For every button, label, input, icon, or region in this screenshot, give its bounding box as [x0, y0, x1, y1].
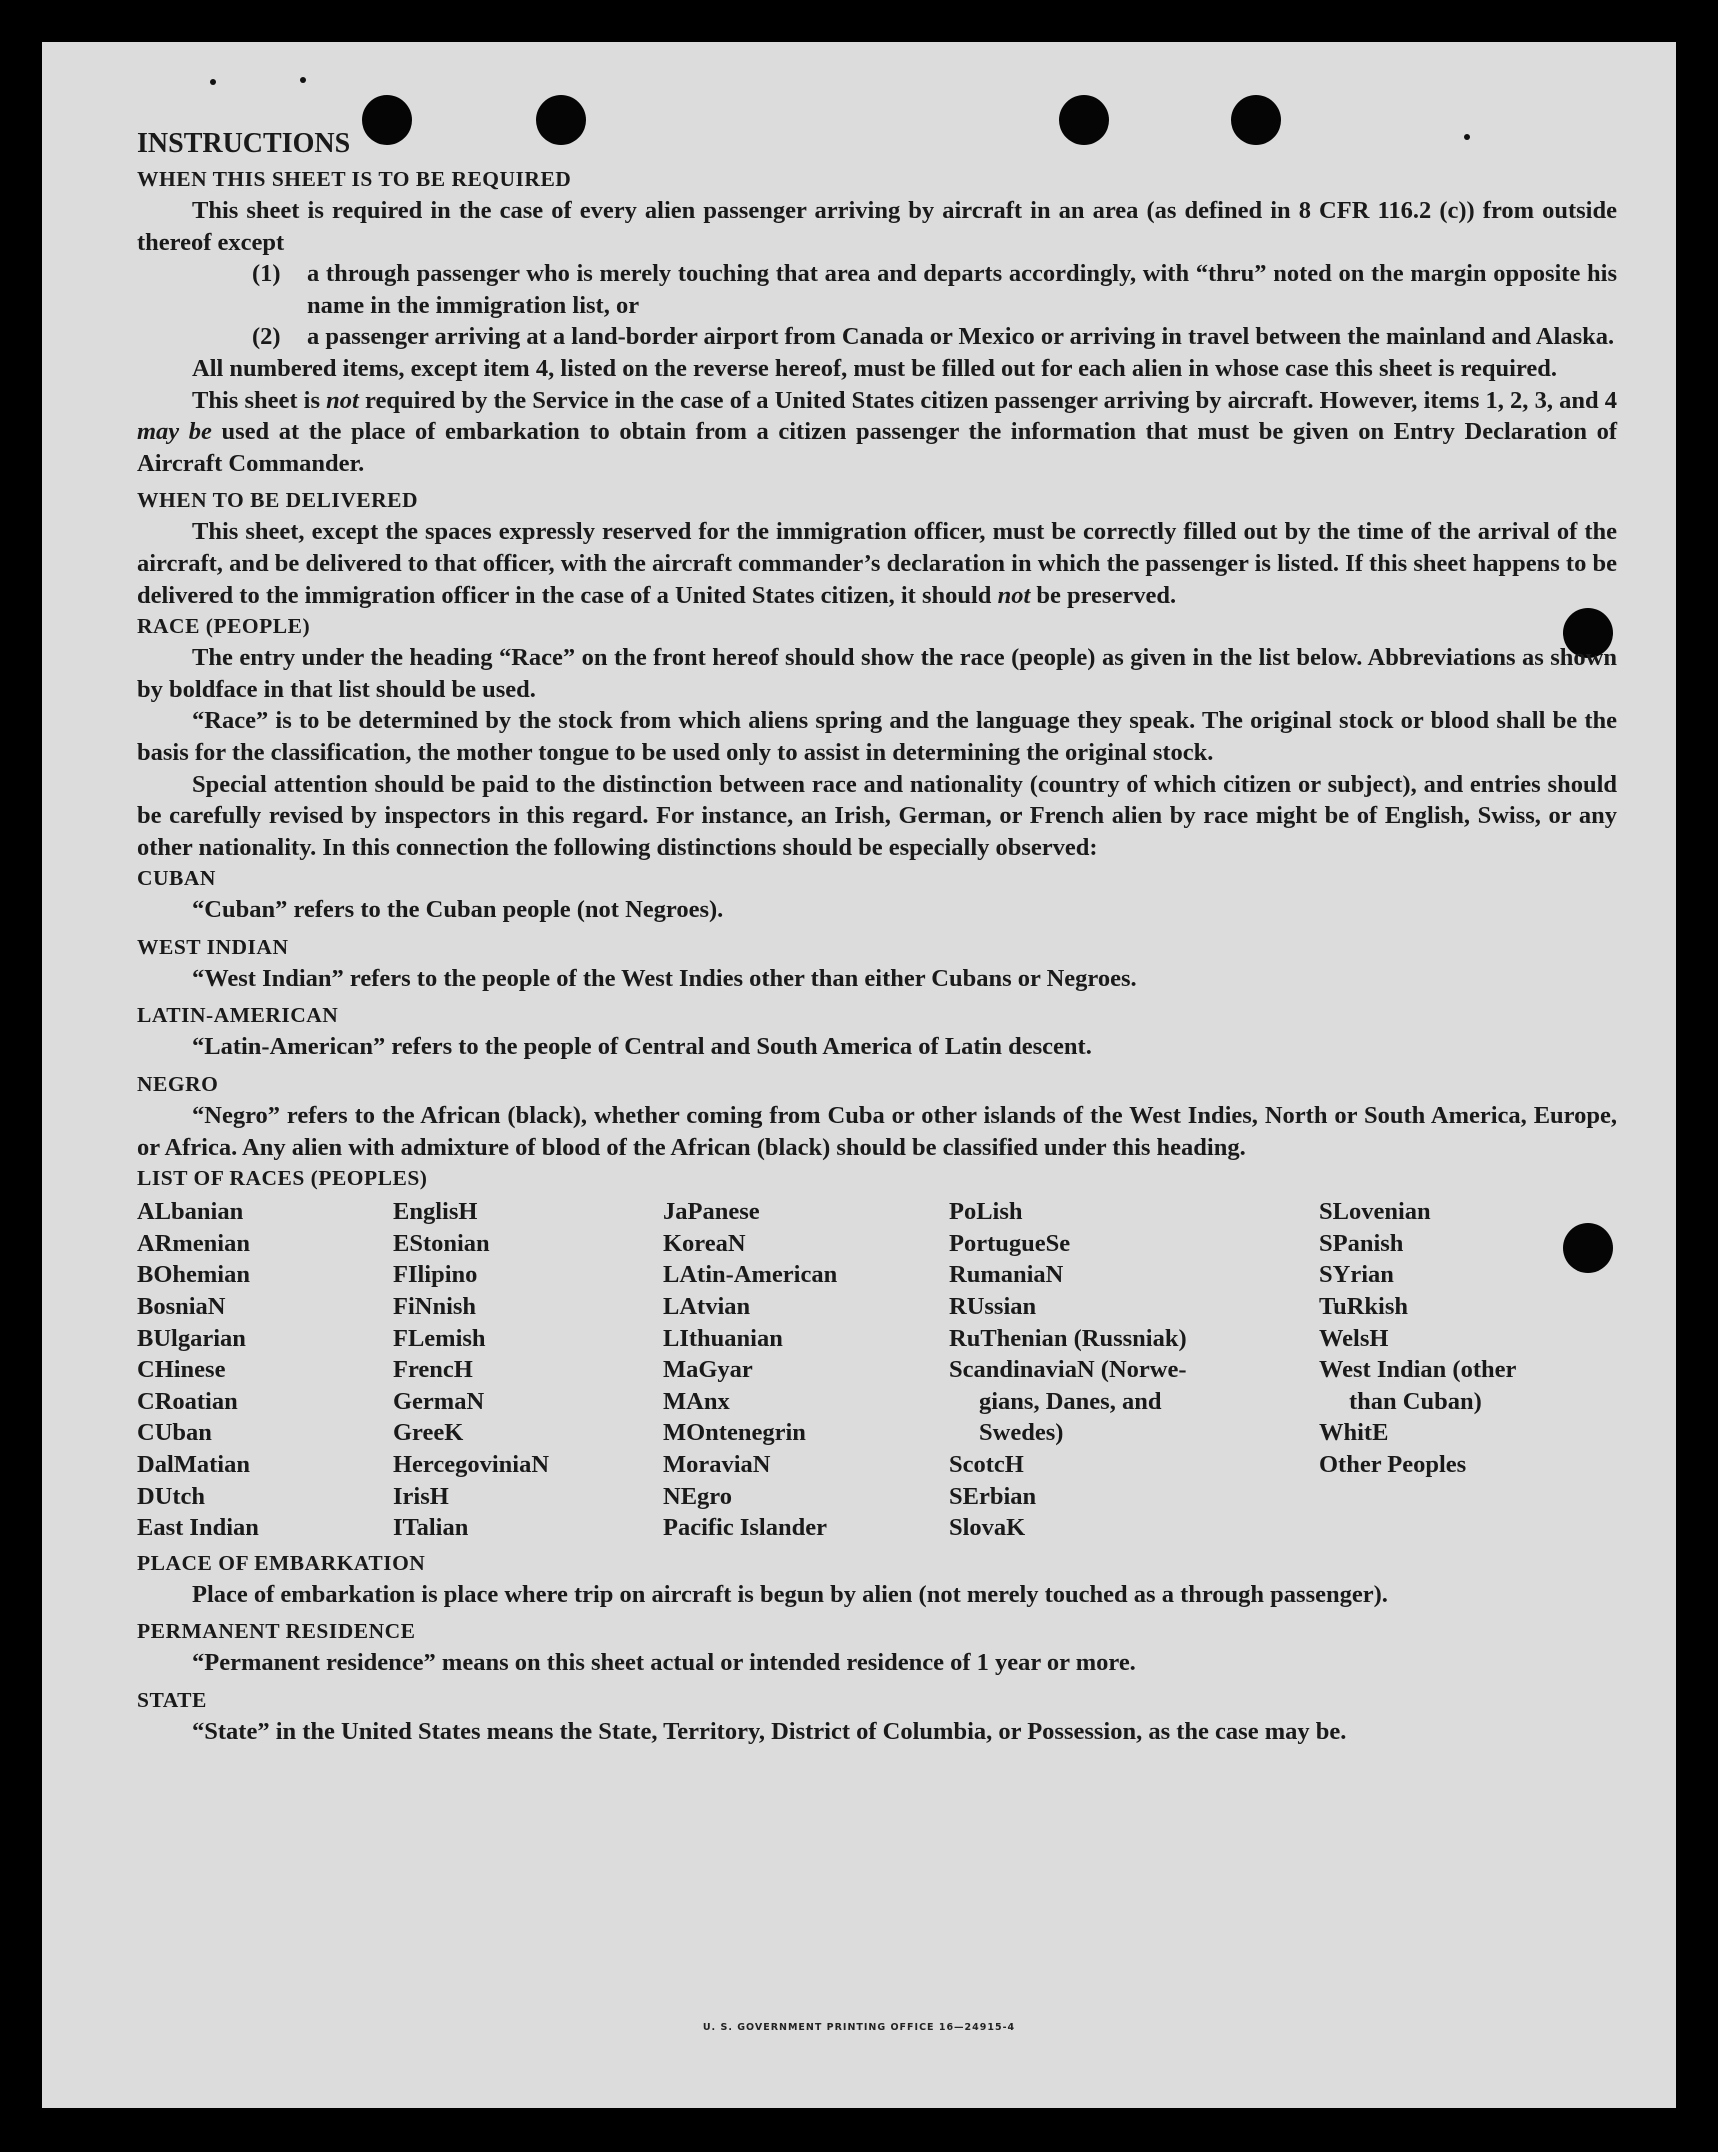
list-item	[252, 258, 1617, 321]
race-entry: EnglisH	[393, 1198, 478, 1226]
text-run: required by the Service in the case of a United States citizen passenger arriving by aircraft. However, items 1, 2, 3, and 4	[358, 386, 1617, 414]
text-run: This sheet, except the spaces expressly reserved for the immigration officer, must be correctly filled out by the time of the arrival of the aircraft, and be delivered to that officer, with the aircraft commander’s declaration in which the passenger is listed. If this sheet happens to be delivered to the immigration officer in the case of a United States citizen, it should	[137, 518, 1617, 609]
paragraph: Place of embarkation is place where trip on aircraft is begun by alien (not merely touched as a through passenger).	[192, 1580, 1388, 1608]
text-run: in that list should be used.	[257, 675, 536, 703]
paragraph	[137, 642, 1617, 705]
heading-when-delivered: WHEN TO BE DELIVERED	[137, 488, 419, 513]
paragraph: “Negro” refers to the African (black), whether coming from Cuba or other islands of the West Indies, North or South America, Europe, or Africa. Any alien with admixture of blood of the African (black) should be classified under this heading.	[137, 1102, 1617, 1161]
printer-imprint: U. S. GOVERNMENT PRINTING OFFICE 16—24915-4	[702, 2022, 1016, 2033]
bold-text: boldface	[169, 675, 258, 703]
list-number: (1)	[252, 260, 281, 288]
heading-negro: NEGRO	[137, 1072, 219, 1097]
race-entry: RumaniaN	[949, 1261, 1064, 1289]
text-run: used at the place of embarkation to obtain from a citizen passenger the information that must be given on Entry Declaration of Aircraft Commander.	[137, 418, 1617, 477]
paragraph: “West Indian” refers to the people of the West Indies other than either Cubans or Negroes.	[192, 964, 1137, 992]
races-column-4	[949, 1196, 1319, 1544]
races-column-3	[663, 1196, 949, 1544]
race-entry: East Indian	[137, 1514, 259, 1542]
list-number: (2)	[252, 323, 281, 351]
paragraph: “Race” is to be determined by the stock from which aliens spring and the language they speak. The original stock or blood shall be the basis for the classification, the mother tongue to be used only to assist in determining the original stock.	[137, 707, 1617, 766]
race-entry: SYrian	[1319, 1261, 1394, 1289]
race-entry: MAnx	[663, 1387, 730, 1415]
race-entry: LIthuanian	[663, 1324, 783, 1352]
race-entry: LAtin-American	[663, 1261, 838, 1289]
race-entry: CRoatian	[137, 1387, 238, 1415]
race-entry: ScandinaviaN (Norwe-	[949, 1356, 1187, 1384]
paragraph: “State” in the United States means the State, Territory, District of Columbia, or Possession, as the case may be.	[192, 1717, 1347, 1745]
race-entry: KoreaN	[663, 1229, 746, 1257]
race-entry: TuRkish	[1319, 1293, 1409, 1321]
races-list	[137, 1196, 1617, 1544]
race-entry: JaPanese	[663, 1198, 760, 1226]
emphasis: not	[997, 581, 1031, 609]
heading-latin-american: LATIN-AMERICAN	[137, 1003, 339, 1028]
paragraph: “Latin-American” refers to the people of Central and South America of Latin descent.	[192, 1033, 1092, 1061]
race-entry: CUban	[137, 1419, 212, 1447]
race-entry: SPanish	[1319, 1229, 1404, 1257]
emphasis: not	[326, 386, 359, 414]
race-entry: than Cuban)	[1349, 1387, 1482, 1415]
text-run: be preserved.	[1030, 581, 1177, 609]
race-entry: FiNnish	[393, 1293, 477, 1321]
race-entry: DalMatian	[137, 1451, 250, 1478]
race-entry: gians, Danes, and	[979, 1387, 1162, 1415]
paragraph: “Cuban” refers to the Cuban people (not Negroes).	[192, 896, 724, 924]
race-entry: WhitE	[1319, 1419, 1389, 1447]
race-entry: MoraviaN	[663, 1451, 771, 1478]
heading-west-indian: WEST INDIAN	[137, 934, 289, 959]
paragraph: All numbered items, except item 4, listed on the reverse hereof, must be filled out for each alien in whose case this sheet is required.	[192, 354, 1558, 382]
specks	[300, 77, 306, 83]
race-entry: RuThenian (Russniak)	[949, 1324, 1187, 1352]
races-column-1	[137, 1196, 393, 1544]
race-entry: Swedes)	[979, 1419, 1064, 1447]
heading-when-required: WHEN THIS SHEET IS TO BE REQUIRED	[137, 167, 572, 191]
race-entry: FIlipino	[393, 1261, 478, 1289]
instructions-body	[137, 124, 1617, 1748]
race-entry: BUlgarian	[137, 1324, 246, 1352]
race-entry: ScotcH	[949, 1451, 1024, 1478]
race-entry: Other Peoples	[1319, 1451, 1467, 1478]
heading-race: RACE (PEOPLE)	[137, 614, 311, 639]
race-entry: IrisH	[393, 1482, 449, 1510]
text-run: This sheet is	[192, 386, 327, 414]
paragraph	[137, 385, 1617, 480]
heading-embarkation: PLACE OF EMBARKATION	[137, 1550, 426, 1575]
race-entry: SlovaK	[949, 1514, 1026, 1542]
heading-list-of-races: LIST OF RACES (PEOPLES)	[137, 1166, 428, 1191]
race-entry: HercegoviniaN	[393, 1451, 550, 1478]
race-entry: PortugueSe	[949, 1229, 1071, 1257]
race-entry: MaGyar	[663, 1356, 753, 1384]
race-entry: EStonian	[393, 1229, 490, 1257]
race-entry: RUssian	[949, 1293, 1037, 1321]
race-entry: West Indian (other	[1319, 1356, 1517, 1384]
specks	[210, 79, 216, 85]
race-entry: MOntenegrin	[663, 1419, 806, 1447]
races-column-5	[1319, 1196, 1579, 1544]
paragraph: “Permanent residence” means on this sheet actual or intended residence of 1 year or more.	[192, 1649, 1136, 1677]
list-text: a passenger arriving at a land-border airport from Canada or Mexico or arriving in travel between the mainland and Alaska.	[307, 323, 1615, 351]
race-entry: FLemish	[393, 1324, 486, 1352]
document-page	[42, 42, 1676, 2108]
race-entry: FrencH	[393, 1356, 473, 1384]
race-entry: PoLish	[949, 1198, 1023, 1226]
race-entry: ITalian	[393, 1514, 469, 1542]
race-entry: GermaN	[393, 1387, 485, 1415]
race-entry: DUtch	[137, 1482, 206, 1510]
race-entry: LAtvian	[663, 1293, 751, 1321]
races-column-2	[393, 1196, 663, 1544]
race-entry: BosniaN	[137, 1293, 226, 1321]
list-item	[252, 321, 1617, 353]
race-entry: GreeK	[393, 1419, 464, 1447]
paragraph	[137, 516, 1617, 611]
race-entry: SErbian	[949, 1482, 1037, 1510]
list-text: a through passenger who is merely touching that area and departs accordingly, with “thru” noted on the margin opposite his name in the immigration list, or	[307, 260, 1617, 319]
race-entry: WelsH	[1319, 1324, 1389, 1352]
emphasis: may be	[137, 418, 212, 446]
race-entry: BOhemian	[137, 1261, 250, 1289]
paragraph: This sheet is required in the case of every alien passenger arriving by aircraft in an area (as defined in 8 CFR 116.2 (c)) from outside thereof except	[137, 197, 1617, 256]
text-run: The entry under the heading “Race” on the front hereof should show the race (people) as given in the list below. Abbreviations as shown by	[137, 644, 1617, 703]
race-entry: Pacific Islander	[663, 1514, 827, 1542]
race-entry: ALbanian	[137, 1198, 244, 1226]
race-entry: ARmenian	[137, 1229, 250, 1257]
paragraph: Special attention should be paid to the distinction between race and nationality (country of which citizen or subject), and entries should be carefully revised by inspectors in this regard. For instance, an Irish, German, or French alien by race might be of English, Swiss, or any other nationality. In this connection the following distinctions should be especially observed:	[137, 770, 1617, 861]
heading-cuban: CUBAN	[137, 866, 216, 891]
race-entry: CHinese	[137, 1356, 226, 1384]
page-title: INSTRUCTIONS	[137, 128, 351, 159]
heading-permanent-residence: PERMANENT RESIDENCE	[137, 1619, 416, 1644]
race-entry: NEgro	[663, 1482, 732, 1510]
race-entry: SLovenian	[1319, 1198, 1431, 1226]
heading-state: STATE	[137, 1687, 207, 1712]
